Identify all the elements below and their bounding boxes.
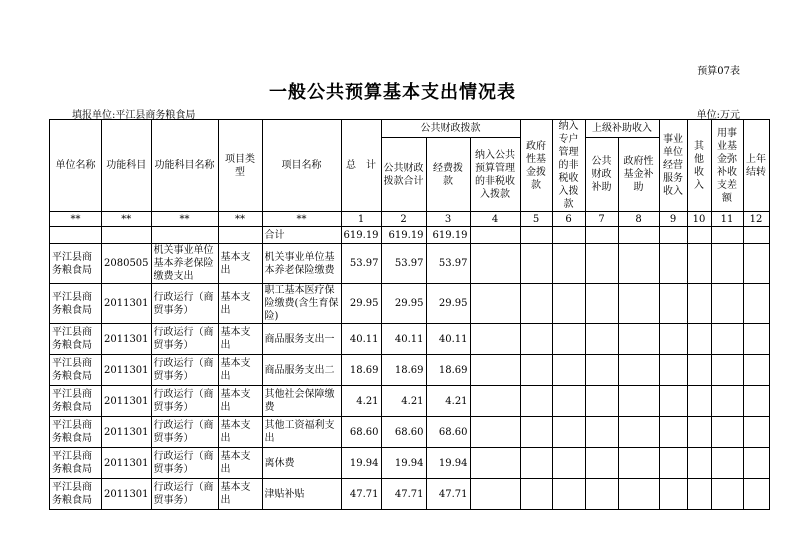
pf-total-cell: 19.94: [381, 448, 426, 479]
empty-cell: [659, 448, 687, 479]
header-other-income: 其他收入: [687, 120, 711, 212]
empty-cell: [520, 244, 552, 284]
page-title: 一般公共预算基本支出情况表: [269, 82, 516, 103]
proj-name-cell: 其他社会保障缴费: [262, 386, 341, 417]
func-name-cell: 行政运行（商贸事务）: [151, 355, 218, 386]
empty-cell: [711, 324, 743, 355]
empty-cell: [585, 448, 618, 479]
header-pf-nontax: 纳入公共预算管理的非税收入拨款: [470, 138, 520, 212]
header-pf-fund: 经费拨款: [426, 138, 470, 212]
proj-type-cell: 基本支出: [218, 479, 262, 510]
index-cell: **: [151, 212, 218, 227]
proj-name-cell: 其他工资福利支出: [262, 417, 341, 448]
total-cell: 68.60: [341, 417, 381, 448]
header-biz-fund: 用事业基金弥补收支差额: [711, 120, 743, 212]
index-cell: 1: [341, 212, 381, 227]
pf-total-cell: 40.11: [381, 324, 426, 355]
budget-table: [49, 119, 770, 510]
table-row: [50, 355, 770, 386]
unit-name-cell: 平江县商务粮食局: [50, 417, 102, 448]
empty-cell: [711, 386, 743, 417]
empty-cell: [743, 479, 769, 510]
empty-cell: [743, 448, 769, 479]
empty-cell: [552, 448, 585, 479]
index-cell: 3: [426, 212, 470, 227]
empty-cell: [687, 479, 711, 510]
table-row: [50, 448, 770, 479]
index-cell: 2: [381, 212, 426, 227]
header-pf-total: 公共财政拨款合计: [381, 138, 426, 212]
empty-cell: [711, 479, 743, 510]
proj-type-cell: 基本支出: [218, 386, 262, 417]
pf-total-cell: 4.21: [381, 386, 426, 417]
index-cell: 8: [618, 212, 659, 227]
pf-fund-cell: 68.60: [426, 417, 470, 448]
proj-type-cell: 基本支出: [218, 355, 262, 386]
index-cell: 5: [520, 212, 552, 227]
empty-cell: [552, 244, 585, 284]
pf-total-cell: 53.97: [381, 244, 426, 284]
proj-name-cell: 离休费: [262, 448, 341, 479]
empty-cell: [520, 386, 552, 417]
pf-total-cell: 29.95: [381, 284, 426, 324]
empty-cell: [585, 355, 618, 386]
empty-cell: [659, 324, 687, 355]
empty-cell: [520, 324, 552, 355]
table-row: [50, 386, 770, 417]
empty-cell: [618, 417, 659, 448]
func-code-cell: 2011301: [102, 355, 152, 386]
empty-cell: [743, 284, 769, 324]
func-code-cell: 2011301: [102, 417, 152, 448]
unit-name-cell: 平江县商务粮食局: [50, 448, 102, 479]
index-cell: **: [102, 212, 152, 227]
proj-type-cell: 基本支出: [218, 417, 262, 448]
empty-cell: [520, 284, 552, 324]
index-cell: 6: [552, 212, 585, 227]
empty-cell: [659, 244, 687, 284]
empty-cell: [659, 386, 687, 417]
table-row: [50, 284, 770, 324]
proj-name-cell: 商品服务支出一: [262, 324, 341, 355]
empty-cell: [520, 355, 552, 386]
func-name-cell: 行政运行（商贸事务）: [151, 284, 218, 324]
total-row: [50, 227, 770, 244]
table-row: [50, 479, 770, 510]
proj-name-cell: 机关事业单位基本养老保险缴费: [262, 244, 341, 284]
header-special-nontax: 纳入专户管理的非税收入拨款: [552, 120, 585, 212]
total-cell: 40.11: [341, 324, 381, 355]
empty-cell: [618, 479, 659, 510]
empty-cell: [659, 479, 687, 510]
header-biz-income: 事业单位经营服务收入: [659, 120, 687, 212]
pf-fund-cell: 18.69: [426, 355, 470, 386]
unit-name-cell: 平江县商务粮食局: [50, 479, 102, 510]
empty-cell: [711, 448, 743, 479]
unit-name-cell: 平江县商务粮食局: [50, 355, 102, 386]
func-name-cell: 行政运行（商贸事务）: [151, 448, 218, 479]
empty-cell: [552, 324, 585, 355]
empty-cell: [743, 386, 769, 417]
empty-cell: [687, 417, 711, 448]
empty-cell: [687, 448, 711, 479]
empty-cell: [520, 479, 552, 510]
empty-cell: [659, 417, 687, 448]
proj-name-cell: 津贴补贴: [262, 479, 341, 510]
pf-fund-cell: 53.97: [426, 244, 470, 284]
empty-cell: [687, 244, 711, 284]
index-cell: 11: [711, 212, 743, 227]
header-func-name: 功能科目名称: [151, 120, 218, 212]
proj-type-cell: 基本支出: [218, 448, 262, 479]
unit-name-cell: 平江县商务粮食局: [50, 324, 102, 355]
header-public-finance: 公共财政拨款: [381, 120, 520, 138]
empty-cell: [659, 284, 687, 324]
empty-cell: [470, 448, 520, 479]
total-cell: 4.21: [341, 386, 381, 417]
total-cell: 47.71: [341, 479, 381, 510]
table-row: [50, 417, 770, 448]
empty-cell: [743, 355, 769, 386]
index-row: [50, 212, 770, 227]
empty-cell: [585, 324, 618, 355]
empty-cell: [585, 417, 618, 448]
empty-cell: [470, 355, 520, 386]
table-row: [50, 244, 770, 284]
empty-cell: [743, 324, 769, 355]
empty-cell: [552, 284, 585, 324]
index-cell: 9: [659, 212, 687, 227]
func-code-cell: 2011301: [102, 386, 152, 417]
unit-name-cell: 平江县商务粮食局: [50, 244, 102, 284]
empty-cell: [585, 479, 618, 510]
empty-cell: [618, 386, 659, 417]
empty-cell: [552, 479, 585, 510]
empty-cell: [520, 448, 552, 479]
proj-name-cell: 商品服务支出二: [262, 355, 341, 386]
header-func-code: 功能科目: [102, 120, 152, 212]
proj-type-cell: 基本支出: [218, 244, 262, 284]
index-cell: **: [262, 212, 341, 227]
header-carryover: 上年结转: [743, 120, 769, 212]
total-pf-fund: 619.19: [426, 227, 470, 244]
pf-total-cell: 18.69: [381, 355, 426, 386]
index-cell: 4: [470, 212, 520, 227]
func-name-cell: 行政运行（商贸事务）: [151, 417, 218, 448]
empty-cell: [552, 417, 585, 448]
empty-cell: [687, 324, 711, 355]
header-proj-type: 项目类型: [218, 120, 262, 212]
empty-cell: [618, 448, 659, 479]
empty-cell: [552, 386, 585, 417]
empty-cell: [687, 386, 711, 417]
empty-cell: [470, 479, 520, 510]
pf-fund-cell: 4.21: [426, 386, 470, 417]
header-total: 总 计: [341, 120, 381, 212]
index-cell: 7: [585, 212, 618, 227]
header-sup-public: 公共财政补助: [585, 138, 618, 212]
empty-cell: [585, 386, 618, 417]
empty-cell: [711, 355, 743, 386]
func-code-cell: 2011301: [102, 284, 152, 324]
proj-type-cell: 基本支出: [218, 324, 262, 355]
func-name-cell: 行政运行（商贸事务）: [151, 386, 218, 417]
empty-cell: [659, 355, 687, 386]
empty-cell: [687, 284, 711, 324]
header-sup-gov: 政府性基金补助: [618, 138, 659, 212]
pf-fund-cell: 19.94: [426, 448, 470, 479]
pf-total-cell: 68.60: [381, 417, 426, 448]
pf-fund-cell: 40.11: [426, 324, 470, 355]
func-name-cell: 行政运行（商贸事务）: [151, 324, 218, 355]
empty-cell: [585, 244, 618, 284]
index-cell: **: [50, 212, 102, 227]
empty-cell: [618, 284, 659, 324]
table-row: [50, 324, 770, 355]
func-code-cell: 2011301: [102, 479, 152, 510]
total-cell: 53.97: [341, 244, 381, 284]
total-pf-total: 619.19: [381, 227, 426, 244]
total-cell: 29.95: [341, 284, 381, 324]
index-cell: **: [218, 212, 262, 227]
form-number: 预算07表: [697, 66, 740, 77]
total-cell: 18.69: [341, 355, 381, 386]
func-name-cell: 机关事业单位基本养老保险缴费支出: [151, 244, 218, 284]
index-cell: 10: [687, 212, 711, 227]
func-code-cell: 2080505: [102, 244, 152, 284]
empty-cell: [470, 324, 520, 355]
index-cell: 12: [743, 212, 769, 227]
func-code-cell: 2011301: [102, 448, 152, 479]
currency-unit: 单位:万元: [696, 110, 740, 121]
empty-cell: [618, 244, 659, 284]
header-gov-fund: 政府性基金拨款: [520, 120, 552, 212]
func-code-cell: 2011301: [102, 324, 152, 355]
empty-cell: [470, 284, 520, 324]
empty-cell: [585, 284, 618, 324]
header-proj-name: 项目名称: [262, 120, 341, 212]
func-name-cell: 行政运行（商贸事务）: [151, 479, 218, 510]
empty-cell: [743, 244, 769, 284]
proj-name-cell: 职工基本医疗保险缴费(含生育保险): [262, 284, 341, 324]
empty-cell: [470, 386, 520, 417]
unit-name-cell: 平江县商务粮食局: [50, 284, 102, 324]
pf-fund-cell: 29.95: [426, 284, 470, 324]
empty-cell: [552, 355, 585, 386]
reporting-unit: 填报单位:平江县商务粮食局: [72, 110, 196, 121]
empty-cell: [743, 417, 769, 448]
empty-cell: [711, 284, 743, 324]
empty-cell: [618, 324, 659, 355]
empty-cell: [520, 417, 552, 448]
total-value: 619.19: [341, 227, 381, 244]
total-label: 合计: [262, 227, 341, 244]
proj-type-cell: 基本支出: [218, 284, 262, 324]
header-superior-subsidy: 上级补助收入: [585, 120, 659, 138]
pf-fund-cell: 47.71: [426, 479, 470, 510]
unit-name-cell: 平江县商务粮食局: [50, 386, 102, 417]
empty-cell: [687, 355, 711, 386]
total-cell: 19.94: [341, 448, 381, 479]
header-unit-name: 单位名称: [50, 120, 102, 212]
empty-cell: [470, 244, 520, 284]
pf-total-cell: 47.71: [381, 479, 426, 510]
empty-cell: [618, 355, 659, 386]
empty-cell: [711, 244, 743, 284]
empty-cell: [711, 417, 743, 448]
empty-cell: [470, 417, 520, 448]
